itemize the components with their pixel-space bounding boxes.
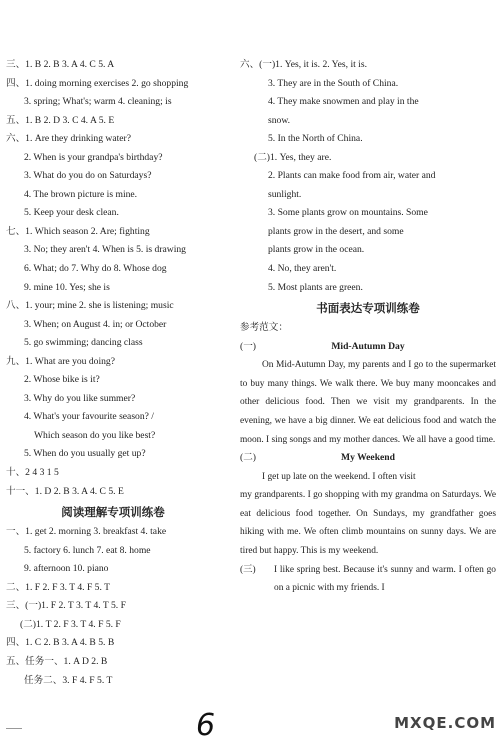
essay1-body: On Mid-Autumn Day, my parents and I go to the supermarket to buy many things. We walk there. We buy many mooncakes and other delicious food. Then we visit my grandparents. In the evening, we have a big dinner. We eat delicious food and watch the moon. I sing songs and my mother dances. We all have a good time. <box>240 360 496 445</box>
essay2-body: my grandparents. I go shopping with my grandma on Saturdays. We eat delicious food together. On Sundays, my grandfather goes hiking with me. We often climb mountains on sunny days. We are tired but happy. This is my weekend. <box>240 490 496 556</box>
answer-line: 五、1. B 2. D 3. C 4. A 5. E <box>6 114 115 126</box>
answer-line: 5. When do you usually get up? <box>24 448 146 460</box>
answer-line: 5. In the North of China. <box>268 133 363 145</box>
answer-line: sunlight. <box>268 188 302 200</box>
answer-line: 三、1. B 2. B 3. A 4. C 5. A <box>6 59 115 70</box>
answer-line: 三、(一)1. F 2. T 3. T 4. T 5. F <box>6 600 126 612</box>
essay3-body: I like spring best. Because it's sunny and warm. I often go on a picnic with my friends. I <box>274 564 496 594</box>
right-column <box>240 56 496 598</box>
answer-line: 一、1. get 2. morning 3. breakfast 4. take <box>6 526 167 538</box>
footer-rule <box>6 728 22 729</box>
answer-lines-left <box>6 56 220 501</box>
answer-line: 4. No, they aren't. <box>268 263 337 275</box>
answer-line: 5. Most plants are green. <box>268 281 363 293</box>
writing-section-title: 书面表达专项训练卷 <box>316 301 420 316</box>
answer-line: 4. They make snowmen and play in the <box>268 96 419 108</box>
page-number: 6 <box>196 708 216 743</box>
answer-line: 9. mine 10. Yes; she is <box>24 281 110 293</box>
answer-line: 九、1. What are you doing? <box>6 355 115 367</box>
answer-line: 七、1. Which season 2. Are; fighting <box>6 225 150 237</box>
watermark: MXQE.COM <box>394 714 496 732</box>
answer-line: 3. Some plants grow on mountains. Some <box>268 207 428 219</box>
answer-line: 十一、1. D 2. B 3. A 4. C 5. E <box>6 485 124 497</box>
answer-line: 5. go swimming; dancing class <box>24 337 143 349</box>
answer-line: 3. spring; What's; warm 4. cleaning; is <box>24 96 172 108</box>
answer-line: 六、1. Are they drinking water? <box>6 133 131 145</box>
answer-line: 3. No; they aren't 4. When is 5. is drawing <box>24 244 186 256</box>
reading-section-title: 阅读理解专项训练卷 <box>61 505 165 520</box>
answer-line: 二、1. F 2. F 3. T 4. F 5. T <box>6 581 110 593</box>
essay1-title: Mid-Autumn Day <box>331 340 405 352</box>
answer-line: Which season do you like best? <box>34 429 156 441</box>
left-column <box>6 56 220 690</box>
essay3-tag: (三) <box>240 564 256 575</box>
answer-line: 9. afternoon 10. piano <box>24 563 109 575</box>
answer-line: 3. They are in the South of China. <box>268 77 399 89</box>
answer-line: 五、任务一、1. A D 2. B <box>6 655 108 667</box>
answer-line: 5. Keep your desk clean. <box>24 207 119 219</box>
answer-lines-right <box>240 56 496 297</box>
answer-line: 任务二、3. F 4. F 5. T <box>24 674 113 686</box>
answer-line: 八、1. your; mine 2. she is listening; music <box>6 300 174 312</box>
answer-line: 2. Whose bike is it? <box>24 374 100 386</box>
answer-line: 六、(一)1. Yes, it is. 2. Yes, it is. <box>240 59 367 70</box>
reading-answer-lines <box>6 523 220 690</box>
answer-line: 3. What do you do on Saturdays? <box>24 170 152 182</box>
answer-line: 2. Plants can make food from air, water and <box>268 170 436 182</box>
essay1-tag: (一) <box>240 340 256 352</box>
essay2-title: My Weekend <box>341 452 395 464</box>
answer-line: 4. The brown picture is mine. <box>24 188 138 200</box>
answer-line: 十、2 4 3 1 5 <box>6 467 59 479</box>
answer-line: snow. <box>268 114 291 126</box>
essay3 <box>240 561 496 598</box>
answer-line: (二)1. Yes, they are. <box>254 151 332 163</box>
answer-line: 3. Why do you like summer? <box>24 392 136 404</box>
answer-line: 3. When; on August 4. in; or October <box>24 318 167 330</box>
answer-line: 2. When is your grandpa's birthday? <box>24 151 163 163</box>
essay1-header <box>240 338 496 357</box>
answer-line: 四、1. C 2. B 3. A 4. B 5. B <box>6 637 115 649</box>
answer-line: 6. What; do 7. Why do 8. Whose dog <box>24 263 167 275</box>
answer-line: 5. factory 6. lunch 7. eat 8. home <box>24 544 151 556</box>
essay2-header <box>240 449 496 468</box>
essay2-tag: (二) <box>240 452 256 464</box>
answer-line: (二)1. T 2. F 3. T 4. F 5. F <box>20 618 121 630</box>
answer-line: plants grow in the desert, and some <box>268 225 404 237</box>
answer-line: 4. What's your favourite season? / <box>24 411 154 423</box>
answer-line: plants grow in the ocean. <box>268 244 365 256</box>
reference-label: 参考范文： <box>240 322 288 334</box>
essay2-first-line: I get up late on the weekend. I often visit <box>262 471 416 482</box>
answer-line: 四、1. doing morning exercises 2. go shopping <box>6 77 189 89</box>
